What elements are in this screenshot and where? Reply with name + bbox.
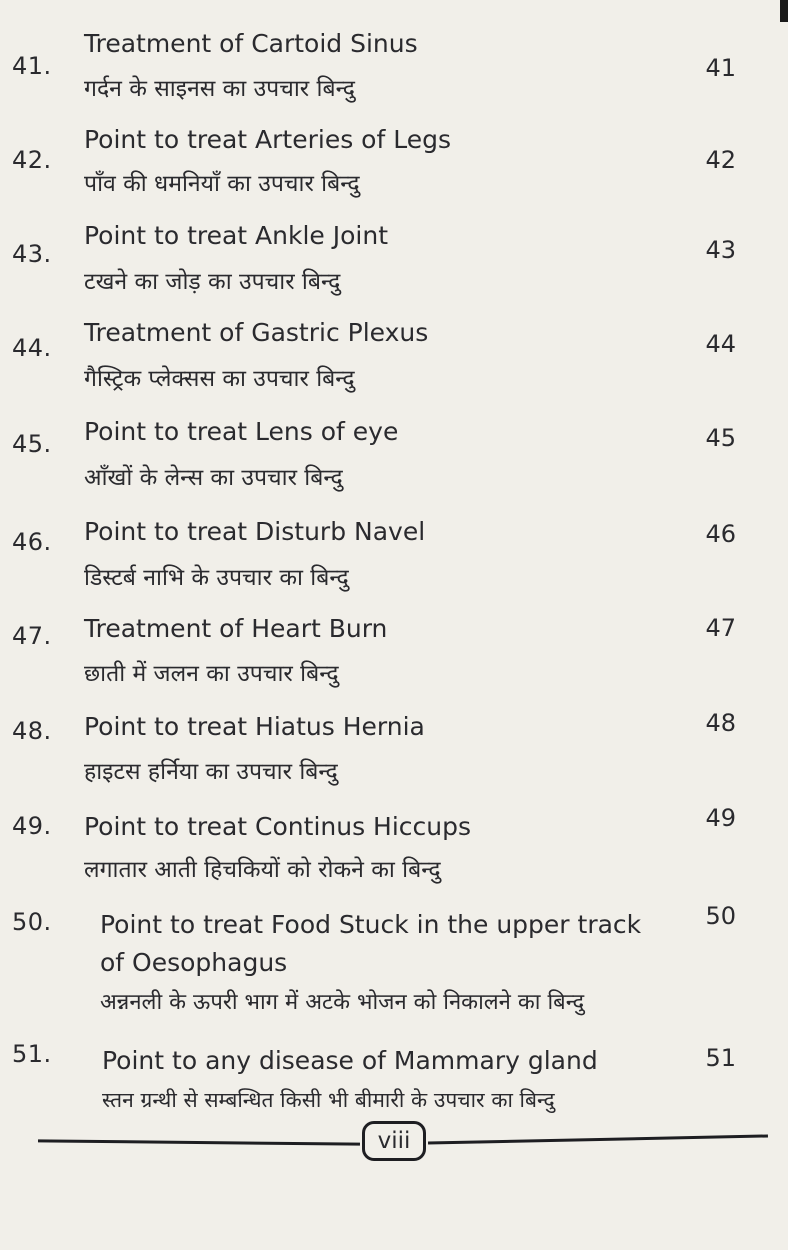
entry-title-en: Point to treat Ankle Joint <box>84 221 389 250</box>
entry-title-hi: गर्दन के साइनस का उपचार बिन्दु <box>84 76 355 102</box>
entry-title-en: Treatment of Heart Burn <box>84 614 388 643</box>
entry-title-hi: टखने का जोड़ का उपचार बिन्दु <box>84 269 341 295</box>
entry-title-en: Point to treat Continus Hiccups <box>84 812 472 841</box>
page-edge-mark <box>780 0 788 22</box>
entry-page-number: 47 <box>705 614 736 642</box>
entry-title-hi: गैस्ट्रिक प्लेक्सस का उपचार बिन्दु <box>84 366 355 392</box>
entry-title-en: Point to treat Arteries of Legs <box>84 125 451 154</box>
entry-title-hi: हाइटस हर्निया का उपचार बिन्दु <box>84 759 338 785</box>
entry-page-number: 51 <box>705 1044 736 1072</box>
entry-number: 50. <box>12 908 52 936</box>
entry-number: 51. <box>12 1040 52 1068</box>
entry-title-en: Treatment of Gastric Plexus <box>84 318 429 347</box>
entry-page-number: 41 <box>705 54 736 82</box>
entry-number: 43. <box>12 240 52 268</box>
entry-number: 44. <box>12 334 52 362</box>
entry-title-en: Treatment of Cartoid Sinus <box>84 29 418 58</box>
entry-page-number: 48 <box>705 709 736 737</box>
entry-number: 47. <box>12 622 52 650</box>
page-number-label: viii <box>377 1128 411 1154</box>
entry-page-number: 43 <box>705 236 736 264</box>
entry-title-en-continued: of Oesophagus <box>100 948 288 977</box>
entry-number: 49. <box>12 812 52 840</box>
entry-title-en: Point to treat Hiatus Hernia <box>84 712 425 741</box>
entry-number: 45. <box>12 430 52 458</box>
footer-rule-left <box>38 1139 360 1145</box>
entry-page-number: 49 <box>705 804 736 832</box>
page-number-box <box>362 1121 426 1161</box>
entry-title-en: Point to treat Disturb Navel <box>84 517 426 546</box>
entry-title-hi: स्तन ग्रन्थी से सम्बन्धित किसी भी बीमारी के उपचार का बिन्दु <box>102 1088 555 1112</box>
entry-title-en: Point to treat Food Stuck in the upper track <box>100 910 642 939</box>
entry-title-hi: छाती में जलन का उपचार बिन्दु <box>84 661 339 687</box>
entry-title-hi: लगातार आती हिचकियों को रोकने का बिन्दु <box>84 857 441 883</box>
entry-number: 42. <box>12 146 52 174</box>
entry-page-number: 50 <box>705 902 736 930</box>
entry-page-number: 44 <box>705 330 736 358</box>
entry-title-hi: डिस्टर्ब नाभि के उपचार का बिन्दु <box>84 565 349 591</box>
entry-title-en: Point to treat Lens of eye <box>84 417 399 446</box>
entry-title-en: Point to any disease of Mammary gland <box>102 1046 598 1075</box>
entry-page-number: 46 <box>705 520 736 548</box>
entry-title-hi: पाँव की धमनियाँ का उपचार बिन्दु <box>84 171 360 197</box>
entry-number: 41. <box>12 52 52 80</box>
entry-page-number: 45 <box>705 424 736 452</box>
entry-page-number: 42 <box>705 146 736 174</box>
entry-title-hi: अन्ननली के ऊपरी भाग में अटके भोजन को निकालने का बिन्दु <box>100 990 585 1015</box>
entry-number: 48. <box>12 717 52 745</box>
entry-title-hi: आँखों के लेन्स का उपचार बिन्दु <box>84 465 343 491</box>
footer-rule-right <box>428 1134 768 1144</box>
entry-number: 46. <box>12 528 52 556</box>
